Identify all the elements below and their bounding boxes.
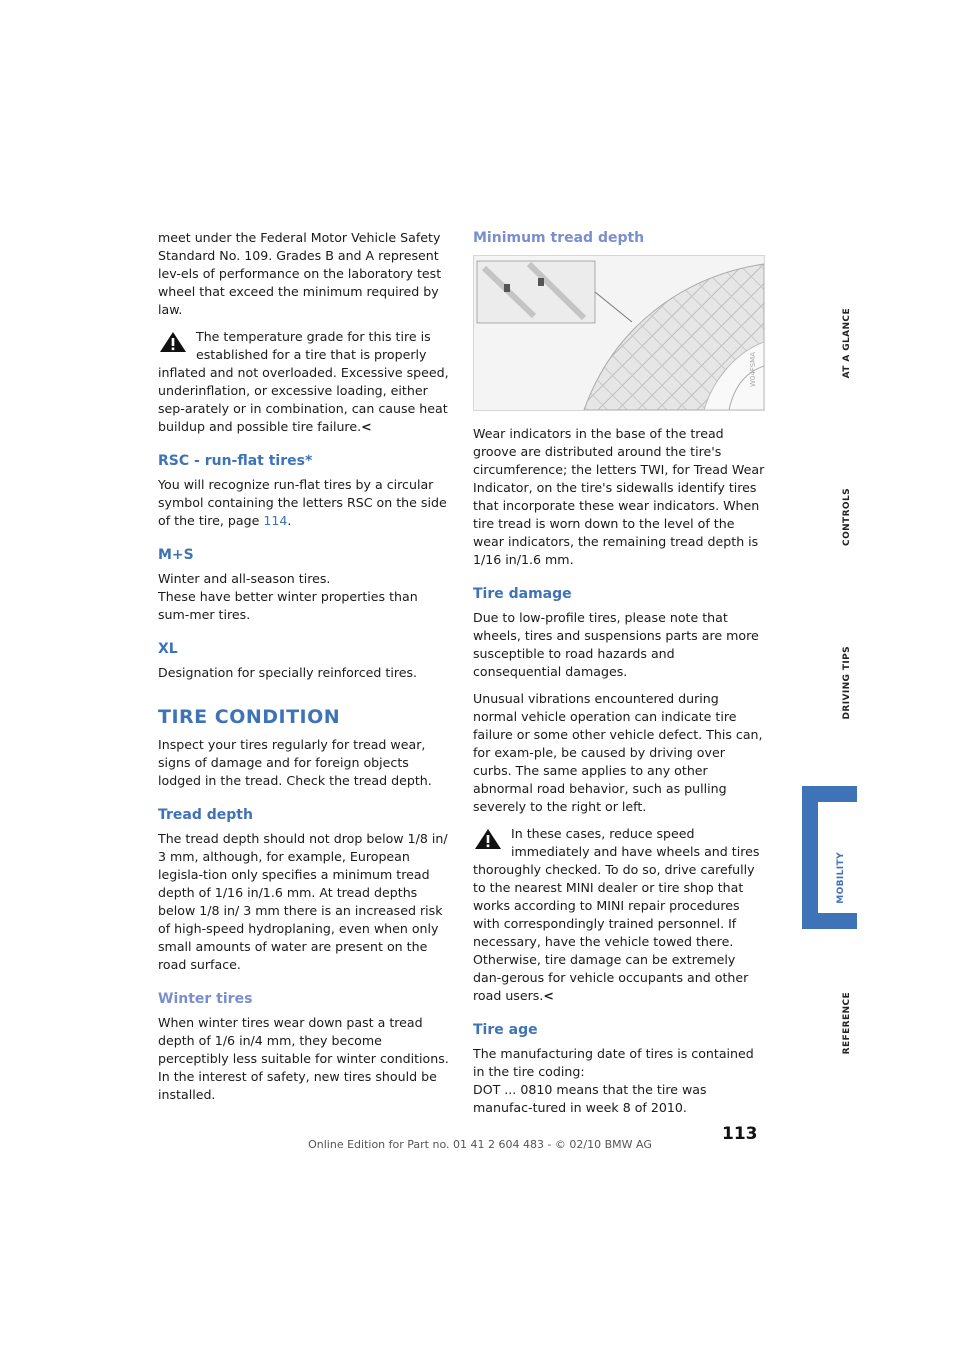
warning-damage-text: In these cases, reduce speed immediately and have wheels and tires thoroughly checked. To do so, drive carefully to the nearest MINI dealer or tire shop that works according to MINI repair procedures with correspondingly trained personnel. If necessary, have the vehicle towed there. (473, 826, 760, 949)
tire-tread-figure (473, 255, 765, 411)
heading-winter-tires: Winter tires (158, 991, 253, 1007)
paragraph-condition: Inspect your tires regularly for tread wear, signs of damage and for foreign objects lodged in the tread. Check the tread depth. (158, 737, 432, 788)
end-mark: < (361, 419, 372, 434)
warning-icon (158, 330, 188, 354)
paragraph-winter-tires: When winter tires wear down past a tread depth of 1/6 in/4 mm, they become perceptibly less suitable for winter conditions. In the interest of safety, new tires should be installed. (158, 1015, 449, 1102)
figure-code: W04FSMA (749, 352, 757, 388)
rsc-text: You will recognize run-flat tires by a circular symbol containing the letters RSC on the side of the tire, page (158, 477, 447, 528)
warning-damage (473, 825, 765, 1005)
end-mark: < (543, 988, 554, 1003)
paragraph-tread-depth: The tread depth should not drop below 1/8 in/ 3 mm, although, for example, European legisla-tion only specifies a minimum tread depth of 1/16 in/1.6 mm. At tread depths below 1/8 in/ 3 mm there is an increased risk of high-speed hydroplaning, even when only small amounts of water are present on the road surface. (158, 831, 448, 972)
page-link-114[interactable]: 114 (263, 513, 288, 528)
tab-label: MOBILITY (836, 852, 846, 904)
heading-ms: M+S (158, 547, 194, 563)
paragraph-age-1: The manufacturing date of tires is contained in the tire coding: (473, 1046, 754, 1079)
heading-tire-damage: Tire damage (473, 586, 572, 602)
tab-reference[interactable] (822, 992, 877, 1102)
tab-at-a-glance[interactable] (822, 308, 877, 428)
heading-tire-age: Tire age (473, 1022, 538, 1038)
heading-tread-depth: Tread depth (158, 807, 253, 823)
warning-temperature (158, 328, 450, 436)
paragraph-wear-indicators: Wear indicators in the base of the tread groove are distributed around the tire's circumference; the letters TWI, for Tread Wear Indicator, on the tire's sidewalls identify tires that incorporate these wear indicators. When tire tread is worn down to the level of the wear indicators, the remaining tread depth is 1/16 in/1.6 mm. (473, 426, 765, 567)
footer: Online Edition for Part no. 01 41 2 604 483 - © 02/10 BMW AG (308, 1138, 652, 1151)
heading-xl: XL (158, 641, 178, 657)
page-number: 113 (722, 1124, 758, 1144)
paragraph-damage-1: Due to low-profile tires, please note that wheels, tires and suspensions parts are more susceptible to road hazards and consequential damages. (473, 610, 759, 679)
tab-label: REFERENCE (842, 992, 852, 1055)
paragraph-xl: Designation for specially reinforced tires. (158, 665, 418, 680)
tab-mobility[interactable] (802, 786, 857, 929)
heading-tire-condition: TIRE CONDITION (158, 706, 341, 728)
paragraph-intro: meet under the Federal Motor Vehicle Safety Standard No. 109. Grades B and A represent lev-els of performance on the laboratory test wheel that exceed the minimum required by law. (158, 230, 442, 317)
paragraph-ms-1: Winter and all-season tires. (158, 571, 331, 586)
tab-label: AT A GLANCE (842, 308, 852, 379)
warning-temperature-text: The temperature grade for this tire is established for a tire that is properly inflated and not overloaded. Excessive speed, underinflation, or excessive loading, either sep-arately or in combination, can cause heat buildup and possible tire failure. (158, 329, 449, 434)
tab-controls[interactable] (822, 488, 877, 588)
warning-damage-text-2: Otherwise, tire damage can be extremely dan-gerous for vehicle occupants and other road users. (473, 952, 749, 1003)
paragraph-ms-2: These have better winter properties than sum-mer tires. (158, 589, 418, 622)
tab-driving-tips[interactable] (822, 646, 877, 756)
paragraph-age-2: DOT ... 0810 means that the tire was manufac-tured in week 8 of 2010. (473, 1082, 707, 1115)
right-column (473, 229, 765, 1126)
left-column (158, 229, 450, 1113)
heading-minimum-tread-depth: Minimum tread depth (473, 230, 645, 246)
paragraph-rsc: You will recognize run-flat tires by a circular symbol containing the letters RSC on the side of the tire, page 114. (158, 477, 447, 528)
paragraph-damage-2: Unusual vibrations encountered during normal vehicle operation can indicate tire failure or some other vehicle defect. This can, for exam-ple, be caused by driving over curbs. The same applies to any other abnormal road behavior, such as pulling severely to the right or left. (473, 691, 763, 814)
warning-icon (473, 827, 503, 851)
heading-rsc: RSC - run-flat tires* (158, 453, 313, 469)
tab-label: CONTROLS (842, 488, 852, 546)
tire-tread-illustration (474, 256, 764, 410)
tab-label: DRIVING TIPS (842, 646, 852, 720)
